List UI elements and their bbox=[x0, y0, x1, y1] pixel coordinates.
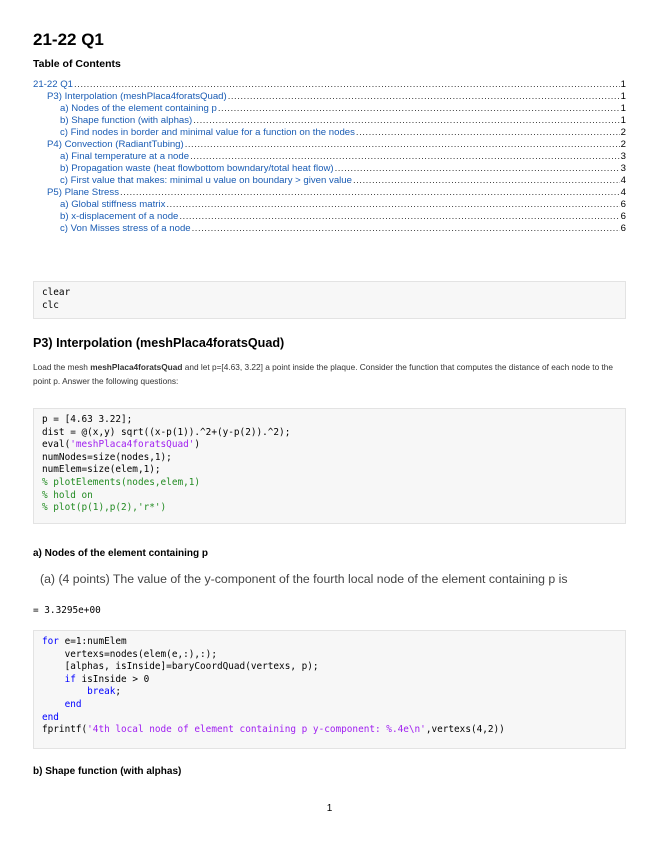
toc-leader-dots bbox=[74, 79, 620, 91]
toc-entry-page: 6 bbox=[620, 211, 626, 222]
toc-entry-page: 1 bbox=[620, 91, 626, 102]
toc-entry[interactable] bbox=[33, 163, 626, 175]
code-line: eval('meshPlaca4foratsQuad') bbox=[42, 439, 201, 451]
toc-entry-page: 2 bbox=[620, 127, 626, 138]
toc-entry-label[interactable]: b) Shape function (with alphas) bbox=[60, 115, 193, 126]
toc-entry[interactable] bbox=[33, 115, 626, 127]
code-line: end bbox=[42, 711, 59, 723]
toc-entry-page: 4 bbox=[620, 187, 626, 198]
toc-leader-dots bbox=[120, 187, 620, 199]
toc-entry[interactable] bbox=[33, 127, 626, 139]
toc-entry-label[interactable]: 21-22 Q1 bbox=[33, 79, 74, 90]
code-line: fprintf('4th local node of element containing p y-component: %.4e\n',vertexs(4,2)) bbox=[42, 724, 505, 736]
section-heading-p3: P3) Interpolation (meshPlaca4foratsQuad) bbox=[33, 336, 285, 350]
toc-entry-label[interactable]: c) First value that makes: minimal u value on boundary > given value bbox=[60, 175, 352, 186]
toc-entry-page: 1 bbox=[620, 79, 626, 90]
toc-entry-page: 6 bbox=[620, 199, 626, 210]
code-line: [alphas, isInside]=baryCoordQuad(vertexs, p); bbox=[42, 661, 319, 673]
code-comment: % plot(p(1),p(2),'r*') bbox=[42, 502, 167, 514]
toc-entry-page: 3 bbox=[620, 151, 626, 162]
toc-entry[interactable] bbox=[33, 223, 626, 235]
toc-entry-label[interactable]: a) Nodes of the element containing p bbox=[60, 103, 217, 114]
toc-entry[interactable] bbox=[33, 91, 626, 103]
code-line: break; bbox=[42, 686, 122, 698]
code-line: dist = @(x,y) sqrt((x-p(1)).^2+(y-p(2)).^2); bbox=[42, 426, 291, 438]
toc-leader-dots bbox=[179, 211, 619, 223]
toc-leader-dots bbox=[193, 115, 619, 127]
toc-leader-dots bbox=[218, 103, 620, 115]
code-line: if isInside > 0 bbox=[42, 673, 150, 685]
toc-leader-dots bbox=[166, 199, 619, 211]
code-block-setup bbox=[33, 408, 626, 524]
toc-entry-label[interactable]: P3) Interpolation (meshPlaca4foratsQuad) bbox=[47, 91, 227, 102]
toc-leader-dots bbox=[192, 223, 620, 235]
toc-entry-page: 2 bbox=[620, 139, 626, 150]
toc-entry[interactable] bbox=[33, 199, 626, 211]
toc-entry[interactable] bbox=[33, 187, 626, 199]
mesh-name: meshPlaca4foratsQuad bbox=[90, 362, 183, 372]
toc-entry-label[interactable]: a) Global stiffness matrix bbox=[60, 199, 166, 210]
toc-entry-page: 1 bbox=[620, 103, 626, 114]
toc-entry-page: 3 bbox=[620, 163, 626, 174]
toc-entry-page: 6 bbox=[620, 223, 626, 234]
code-line: for e=1:numElem bbox=[42, 636, 127, 647]
toc-entry-page: 4 bbox=[620, 175, 626, 186]
toc-entry-label[interactable]: a) Final temperature at a node bbox=[60, 151, 190, 162]
toc-heading: Table of Contents bbox=[33, 58, 121, 70]
intro-text: Load the mesh bbox=[33, 362, 91, 372]
subsection-heading-b: b) Shape function (with alphas) bbox=[33, 766, 182, 777]
code-block-loop bbox=[33, 630, 626, 749]
toc-entry[interactable] bbox=[33, 175, 626, 187]
toc-entry[interactable] bbox=[33, 151, 626, 163]
toc-entry[interactable] bbox=[33, 79, 626, 91]
toc-leader-dots bbox=[190, 151, 620, 163]
code-line: end bbox=[42, 698, 82, 710]
toc-entry-label[interactable]: b) Propagation waste (heat flowbottom bowndary/total heat flow) bbox=[60, 163, 334, 174]
p3-intro-paragraph bbox=[33, 360, 626, 388]
toc-entry[interactable] bbox=[33, 103, 626, 115]
toc-leader-dots bbox=[185, 139, 620, 151]
intro-text: and let p=[4.63, 3.22] a point inside the plaque. Consider the function that computes the distance of each node to the point p. Answer the following questions: bbox=[33, 362, 614, 386]
toc-entry-label[interactable]: P4) Convection (RadiantTubing) bbox=[47, 139, 184, 150]
page-number: 1 bbox=[326, 803, 333, 814]
toc-entry-page: 1 bbox=[620, 115, 626, 126]
code-comment: % plotElements(nodes,elem,1) bbox=[42, 476, 201, 488]
toc-leader-dots bbox=[353, 175, 620, 187]
toc-entry[interactable] bbox=[33, 211, 626, 223]
code-comment: % hold on bbox=[42, 489, 93, 501]
toc-entry-label[interactable]: c) Von Misses stress of a node bbox=[60, 223, 191, 234]
toc-entry-label[interactable]: P5) Plane Stress bbox=[47, 187, 119, 198]
code-line: numNodes=size(nodes,1); bbox=[42, 451, 172, 463]
toc-leader-dots bbox=[356, 127, 620, 139]
toc-entry-label[interactable]: b) x-displacement of a node bbox=[60, 211, 179, 222]
code-line: numElem=size(elem,1); bbox=[42, 464, 161, 476]
toc-leader-dots bbox=[335, 163, 620, 175]
code-block-clear bbox=[33, 281, 626, 319]
result-a: = 3.3295e+00 bbox=[33, 605, 101, 616]
table-of-contents bbox=[33, 79, 626, 235]
toc-entry[interactable] bbox=[33, 139, 626, 151]
code-line: clear bbox=[42, 287, 71, 298]
code-line: vertexs=nodes(elem(e,:),:); bbox=[42, 648, 217, 660]
toc-entry-label[interactable]: c) Find nodes in border and minimal value for a function on the nodes bbox=[60, 127, 355, 138]
toc-leader-dots bbox=[228, 91, 620, 103]
subsection-heading-a: a) Nodes of the element containing p bbox=[33, 548, 209, 559]
question-a: (a) (4 points) The value of the y-component of the fourth local node of the element containing p is bbox=[40, 572, 568, 586]
code-line: clc bbox=[42, 299, 59, 311]
document-title: 21-22 Q1 bbox=[33, 30, 104, 49]
code-line: p = [4.63 3.22]; bbox=[42, 414, 133, 425]
